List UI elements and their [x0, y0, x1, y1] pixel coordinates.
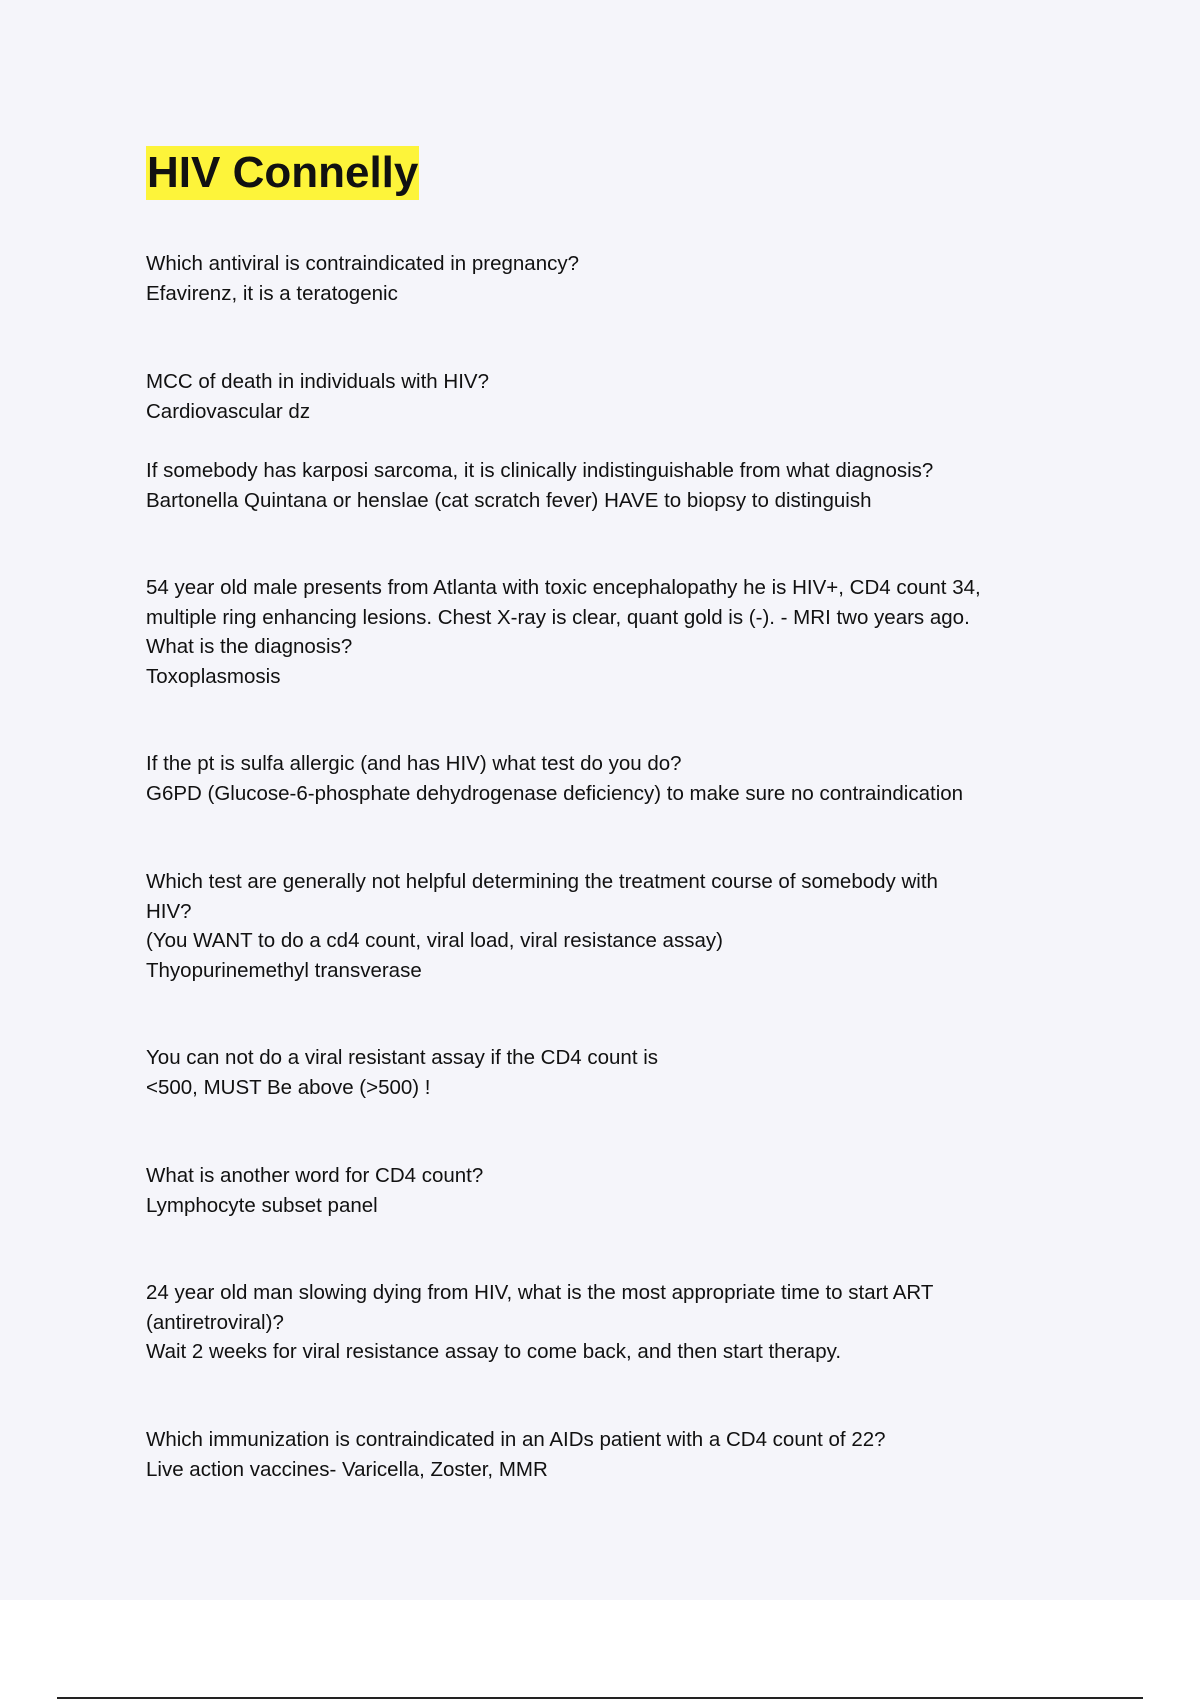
footer-divider	[57, 1697, 1143, 1699]
answer-line: Cardiovascular dz	[146, 399, 311, 423]
statement-line: <500, MUST Be above (>500) !	[146, 1075, 431, 1099]
qa-block-resistance-assay	[146, 1043, 1076, 1102]
question-line: What is another word for CD4 count?	[146, 1164, 484, 1187]
question-line: Which test are generally not helpful determining the treatment course of somebody with	[146, 870, 938, 893]
question-line: Which immunization is contraindicated in an AIDs patient with a CD4 count of 22?	[146, 1428, 886, 1451]
answer-line: Live action vaccines- Varicella, Zoster, MMR	[146, 1457, 548, 1481]
question-line: HIV?	[146, 899, 192, 923]
qa-block-cd4-synonym	[146, 1161, 1076, 1220]
question-line: MCC of death in individuals with HIV?	[146, 370, 489, 393]
answer-line: Bartonella Quintana or henslae (cat scratch fever) HAVE to biopsy to distinguish	[146, 488, 872, 512]
answer-line: Wait 2 weeks for viral resistance assay to come back, and then start therapy.	[146, 1340, 842, 1363]
qa-block-ring-enhancing-lesions	[146, 573, 1076, 691]
answer-line: G6PD (Glucose-6-phosphate dehydrogenase deficiency) to make sure no contraindication	[146, 781, 964, 805]
qa-block-immunization	[146, 1425, 1076, 1484]
question-line: What is the diagnosis?	[146, 635, 353, 658]
answer-line: Efavirenz, it is a teratogenic	[146, 281, 398, 305]
document-title: HIV Connelly	[146, 146, 419, 200]
answer-line: Toxoplasmosis	[146, 664, 281, 688]
question-line: If somebody has karposi sarcoma, it is clinically indistinguishable from what diagnosis?	[146, 459, 934, 482]
answer-line: Lymphocyte subset panel	[146, 1193, 378, 1217]
question-line: If the pt is sulfa allergic (and has HIV) what test do you do?	[146, 752, 682, 775]
question-line: 54 year old male presents from Atlanta with toxic encephalopathy he is HIV+, CD4 count 34,	[146, 576, 981, 599]
note-line: (You WANT to do a cd4 count, viral load, viral resistance assay)	[146, 929, 723, 952]
qa-block-sulfa-allergy	[146, 749, 1076, 808]
statement-line: You can not do a viral resistant assay if the CD4 count is	[146, 1046, 659, 1069]
qa-block-mcc-death	[146, 367, 1076, 426]
qa-block-unhelpful-tests	[146, 867, 1076, 985]
qa-block-kaposi-sarcoma	[146, 456, 1076, 515]
question-line: Which antiviral is contraindicated in pregnancy?	[146, 252, 580, 275]
question-line: multiple ring enhancing lesions. Chest X-ray is clear, quant gold is (-). - MRI two years ago.	[146, 605, 970, 629]
question-line: 24 year old man slowing dying from HIV, what is the most appropriate time to start ART	[146, 1281, 934, 1304]
question-line: (antiretroviral)?	[146, 1310, 284, 1334]
qa-block-pregnancy-antiviral	[146, 249, 1076, 308]
answer-line: Thyopurinemethyl transverase	[146, 958, 422, 982]
qa-block-art-timing	[146, 1278, 1076, 1367]
